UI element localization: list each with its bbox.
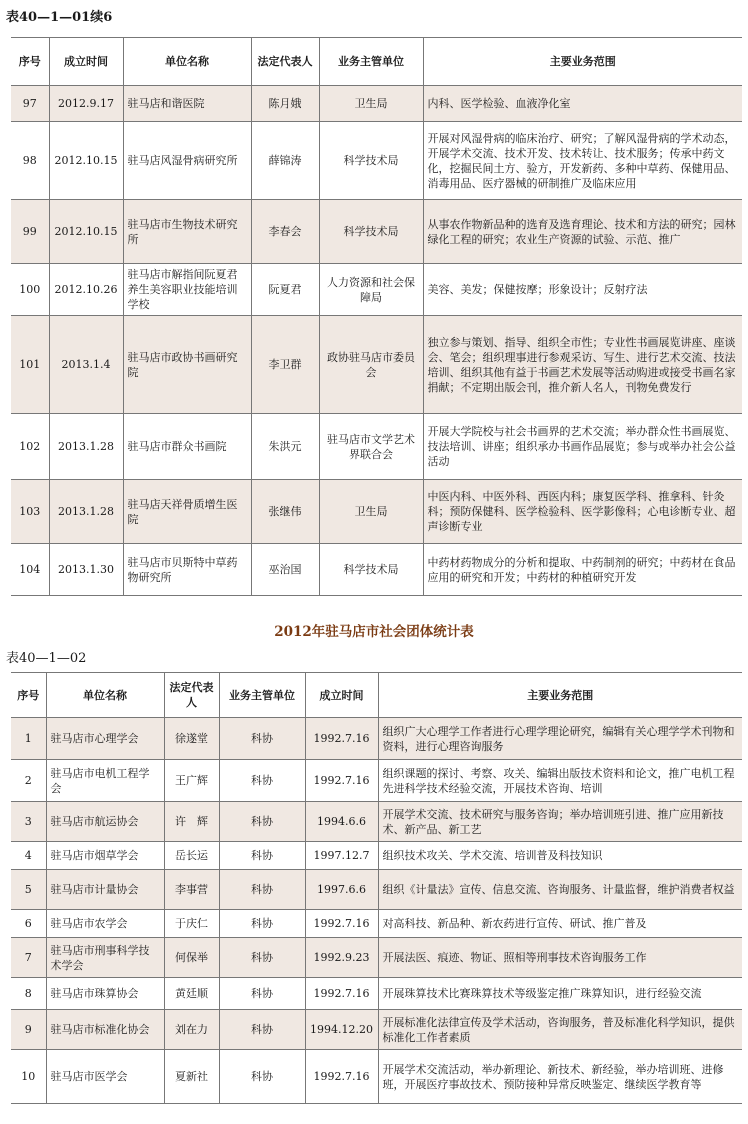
- cell-unit: 驻马店市农学会: [46, 910, 164, 938]
- cell-rep: 阮夏君: [251, 264, 319, 316]
- cell-date: 2013.1.30: [49, 544, 123, 596]
- cell-authority: 科学技术局: [319, 544, 423, 596]
- cell-unit: 驻马店市烟草学会: [46, 842, 164, 870]
- cell-scope: 中医内科、中医外科、西医内科；康复医学科、推拿科、针灸科；预防保健科、医学检验科、医学影像科；心电诊断专业、超声诊断专业: [423, 480, 742, 544]
- cell-unit: 驻马店市电机工程学会: [46, 760, 164, 802]
- cell-date: 2013.1.4: [49, 316, 123, 414]
- cell-authority: 科协: [219, 870, 305, 910]
- header-cell: 法定代表人: [164, 673, 219, 718]
- table-row: [11, 1010, 742, 1050]
- header-cell: 主要业务范围: [423, 38, 742, 86]
- cell-index: 2: [11, 760, 46, 802]
- table-caption: 表40—1—01续6: [6, 10, 113, 25]
- cell-authority: 科学技术局: [319, 200, 423, 264]
- cell-index: 100: [11, 264, 49, 316]
- cell-index: 104: [11, 544, 49, 596]
- cell-index: 1: [11, 718, 46, 760]
- table-row: [11, 122, 742, 200]
- cell-index: 9: [11, 1010, 46, 1050]
- cell-authority: 卫生局: [319, 480, 423, 544]
- table-row: [11, 200, 742, 264]
- cell-index: 8: [11, 978, 46, 1010]
- cell-authority: 科协: [219, 718, 305, 760]
- table-row: [11, 544, 742, 596]
- table-row: [11, 802, 742, 842]
- cell-rep: 巫治国: [251, 544, 319, 596]
- cell-date: 2012.10.15: [49, 200, 123, 264]
- cell-unit: 驻马店市心理学会: [46, 718, 164, 760]
- table-row: [11, 910, 742, 938]
- cell-authority: 科协: [219, 760, 305, 802]
- cell-scope: 开展大学院校与社会书画界的艺术交流；举办群众性书画展览、技法培训、讲座；组织承办书画作品展览；参与或举办社会公益活动: [423, 414, 742, 480]
- header-cell: 法定代表人: [251, 38, 319, 86]
- table-row: [11, 316, 742, 414]
- cell-unit: 驻马店市标准化协会: [46, 1010, 164, 1050]
- cell-date: 1992.7.16: [305, 718, 378, 760]
- header-cell: 单位名称: [123, 38, 251, 86]
- cell-index: 101: [11, 316, 49, 414]
- cell-authority: 科学技术局: [319, 122, 423, 200]
- cell-date: 1992.7.16: [305, 760, 378, 802]
- cell-rep: 岳长运: [164, 842, 219, 870]
- table-row: [11, 480, 742, 544]
- cell-unit: 驻马店天祥骨质增生医院: [123, 480, 251, 544]
- cell-authority: 科协: [219, 802, 305, 842]
- cell-scope: 组织广大心理学工作者进行心理学理论研究，编辑有关心理学学术刊物和资料，进行心理咨询服务: [378, 718, 742, 760]
- header-cell: 序号: [11, 38, 49, 86]
- cell-authority: 科协: [219, 842, 305, 870]
- table-row: [11, 264, 742, 316]
- cell-index: 5: [11, 870, 46, 910]
- cell-index: 10: [11, 1050, 46, 1104]
- cell-unit: 驻马店市生物技术研究所: [123, 200, 251, 264]
- cell-rep: 李卫群: [251, 316, 319, 414]
- cell-index: 3: [11, 802, 46, 842]
- cell-rep: 陈月娥: [251, 86, 319, 122]
- cell-index: 97: [11, 86, 49, 122]
- cell-index: 99: [11, 200, 49, 264]
- cell-scope: 美容、美发；保健按摩；形象设计；反射疗法: [423, 264, 742, 316]
- header-cell: 业务主管单位: [319, 38, 423, 86]
- cell-scope: 开展学术交流、技术研究与服务咨询；举办培训班引进、推广应用新技术、新产品、新工艺: [378, 802, 742, 842]
- cell-date: 1997.12.7: [305, 842, 378, 870]
- cell-rep: 刘在力: [164, 1010, 219, 1050]
- cell-scope: 开展珠算技术比赛珠算技术等级鉴定推广珠算知识，进行经验交流: [378, 978, 742, 1010]
- cell-authority: 人力资源和社会保障局: [319, 264, 423, 316]
- cell-rep: 李春会: [251, 200, 319, 264]
- table-row: [11, 938, 742, 978]
- cell-rep: 王广辉: [164, 760, 219, 802]
- table-row: [11, 86, 742, 122]
- cell-authority: 科协: [219, 1050, 305, 1104]
- cell-date: 2013.1.28: [49, 414, 123, 480]
- cell-date: 1992.9.23: [305, 938, 378, 978]
- table-caption: 表40—1—02: [6, 651, 87, 666]
- cell-date: 1994.6.6: [305, 802, 378, 842]
- cell-authority: 政协驻马店市委员会: [319, 316, 423, 414]
- cell-authority: 科协: [219, 938, 305, 978]
- table-row: [11, 1050, 742, 1104]
- cell-scope: 开展标准化法律宣传及学术活动，咨询服务，普及标准化科学知识，提供标准化工作者素质: [378, 1010, 742, 1050]
- table-row: [11, 870, 742, 910]
- cell-unit: 驻马店市解指间阮夏君养生美容职业技能培训学校: [123, 264, 251, 316]
- nonprofit-units-table: [11, 37, 742, 596]
- cell-rep: 徐遂堂: [164, 718, 219, 760]
- cell-index: 102: [11, 414, 49, 480]
- cell-date: 1992.7.16: [305, 978, 378, 1010]
- header-cell: 成立时间: [49, 38, 123, 86]
- table-row: [11, 718, 742, 760]
- cell-authority: 驻马店市文学艺术界联合会: [319, 414, 423, 480]
- cell-date: 1997.6.6: [305, 870, 378, 910]
- cell-unit: 驻马店市计量协会: [46, 870, 164, 910]
- cell-index: 98: [11, 122, 49, 200]
- cell-unit: 驻马店和谐医院: [123, 86, 251, 122]
- cell-rep: 李事营: [164, 870, 219, 910]
- cell-rep: 朱洪元: [251, 414, 319, 480]
- cell-scope: 开展法医、痕迹、物证、照相等刑事技术咨询服务工作: [378, 938, 742, 978]
- cell-date: 1992.7.16: [305, 910, 378, 938]
- cell-unit: 驻马店市贝斯特中草药物研究所: [123, 544, 251, 596]
- cell-date: 2013.1.28: [49, 480, 123, 544]
- header-cell: 单位名称: [46, 673, 164, 718]
- cell-index: 103: [11, 480, 49, 544]
- cell-index: 6: [11, 910, 46, 938]
- cell-rep: 夏新社: [164, 1050, 219, 1104]
- cell-unit: 驻马店市群众书画院: [123, 414, 251, 480]
- cell-scope: 中药材药物成分的分析和提取、中药制剂的研究；中药材在食品应用的研究和开发；中药材的种植研究开发: [423, 544, 742, 596]
- table-row: [11, 978, 742, 1010]
- cell-date: 1992.7.16: [305, 1050, 378, 1104]
- header-cell: 序号: [11, 673, 46, 718]
- cell-rep: 黄廷顺: [164, 978, 219, 1010]
- cell-scope: 对高科技、新品种、新农药进行宣传、研试、推广普及: [378, 910, 742, 938]
- section-title: 2012年驻马店市社会团体统计表: [274, 624, 474, 640]
- cell-scope: 开展学术交流活动，举办新理论、新技术、新经验，举办培训班、进修班，开展医疗事故技术、预防接种异常反映鉴定、继续医学教育等: [378, 1050, 742, 1104]
- cell-date: 2012.10.26: [49, 264, 123, 316]
- header-cell: 成立时间: [305, 673, 378, 718]
- cell-authority: 科协: [219, 978, 305, 1010]
- cell-date: 2012.10.15: [49, 122, 123, 200]
- social-groups-table: [11, 672, 742, 1104]
- cell-unit: 驻马店市医学会: [46, 1050, 164, 1104]
- cell-scope: 从事农作物新品种的选育及选育理论、技术和方法的研究；园林绿化工程的研究；农业生产资源的试验、示范、推广: [423, 200, 742, 264]
- cell-scope: 组织课题的探讨、考察、攻关、编辑出版技术资料和论文，推广电机工程先进科学技术经验交流，开展技术咨询、培训: [378, 760, 742, 802]
- cell-date: 1994.12.20: [305, 1010, 378, 1050]
- cell-unit: 驻马店市刑事科学技术学会: [46, 938, 164, 978]
- cell-rep: 张继伟: [251, 480, 319, 544]
- header-cell: 业务主管单位: [219, 673, 305, 718]
- cell-scope: 内科、医学检验、血液净化室: [423, 86, 742, 122]
- cell-unit: 驻马店市珠算协会: [46, 978, 164, 1010]
- cell-scope: 组织技术攻关、学术交流、培训普及科技知识: [378, 842, 742, 870]
- cell-index: 7: [11, 938, 46, 978]
- cell-rep: 许 辉: [164, 802, 219, 842]
- table-row: [11, 414, 742, 480]
- cell-index: 4: [11, 842, 46, 870]
- cell-scope: 独立参与策划、指导、组织全市性；专业性书画展览讲座、座谈会、笔会；组织理事进行参观采访、写生、进行艺术交流、技法培训、组织其他有益于书画艺术发展等活动购进或接受书画名家捐献；不定期出版会刊，推介新人名人，刊物免费发行: [423, 316, 742, 414]
- cell-scope: 开展对风湿骨病的临床治疗、研究；了解风湿骨病的学术动态，开展学术交流、技术开发、技术转让、技术服务；传承中药文化，挖掘民间土方、验方，开发新药、多种中草药、保健用品、消毒用品、医疗器械的研制推广及临床应用: [423, 122, 742, 200]
- cell-date: 2012.9.17: [49, 86, 123, 122]
- cell-authority: 卫生局: [319, 86, 423, 122]
- header-cell: 主要业务范围: [378, 673, 742, 718]
- cell-unit: 驻马店风湿骨病研究所: [123, 122, 251, 200]
- cell-unit: 驻马店市政协书画研究院: [123, 316, 251, 414]
- cell-scope: 组织《计量法》宣传、信息交流、咨询服务、计量监督，维护消费者权益: [378, 870, 742, 910]
- cell-rep: 于庆仁: [164, 910, 219, 938]
- table-row: [11, 842, 742, 870]
- cell-authority: 科协: [219, 1010, 305, 1050]
- table-row: [11, 760, 742, 802]
- cell-unit: 驻马店市航运协会: [46, 802, 164, 842]
- cell-rep: 薛锦涛: [251, 122, 319, 200]
- cell-authority: 科协: [219, 910, 305, 938]
- cell-rep: 何保举: [164, 938, 219, 978]
